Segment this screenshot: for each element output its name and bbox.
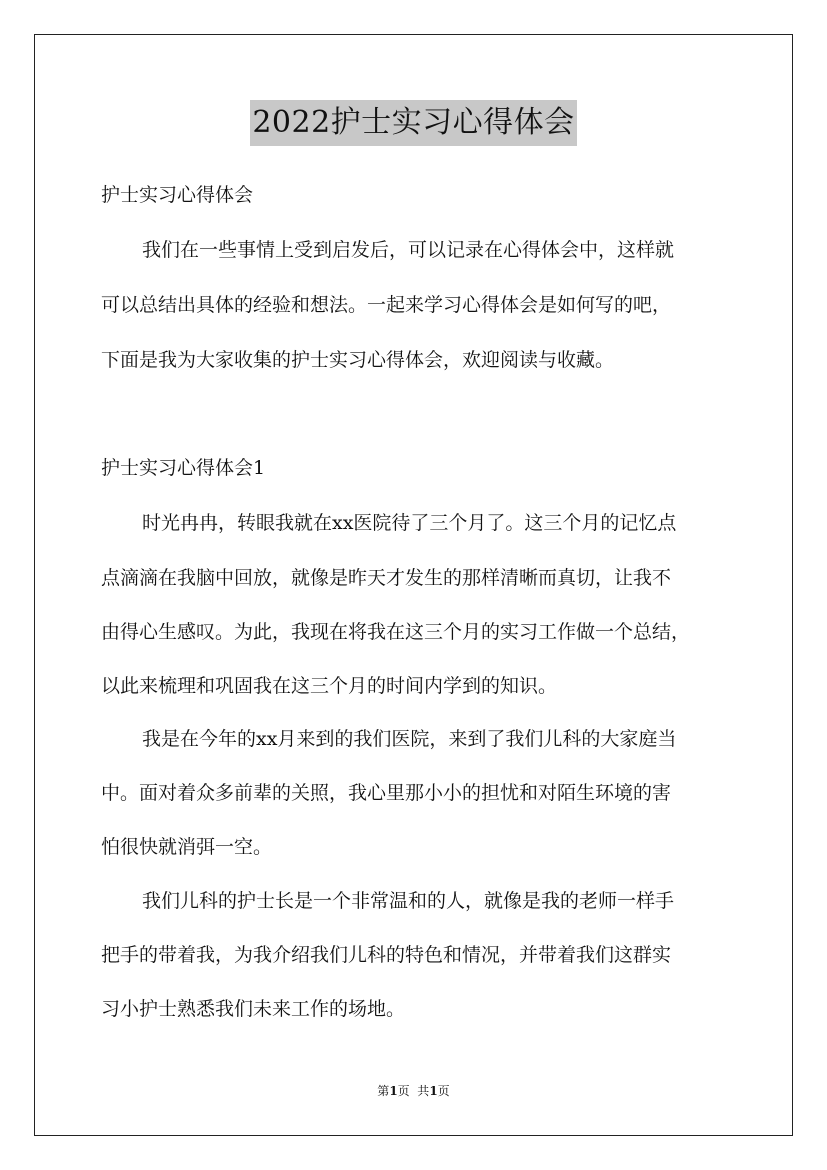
paragraph2-line-1: 我是在今年的xx月来到的我们医院，来到了我们儿科的大家庭当 [142,728,677,750]
footer-page-suffix: 页 [437,1084,450,1098]
paragraph1-line-1: 时光冉冉，转眼我就在xx医院待了三个月了。这三个月的记忆点 [142,512,677,534]
footer-page-total: 1 [429,1084,438,1098]
paragraph2-line-3: 怕很快就消弭一空。 [101,836,273,858]
intro-line-3: 下面是我为大家收集的护士实习心得体会，欢迎阅读与收藏。 [101,349,615,371]
document-subtitle: 护士实习心得体会 [101,184,254,206]
title-container [0,100,827,146]
intro-line-1: 我们在一些事情上受到启发后，可以记录在心得体会中，这样就 [142,239,675,261]
intro-line-2: 可以总结出具体的经验和想法。一起来学习心得体会是如何写的吧， [101,294,672,316]
section-heading: 护士实习心得体会1 [101,457,266,479]
paragraph3-line-1: 我们儿科的护士长是一个非常温和的人，就像是我的老师一样手 [142,890,675,912]
footer-page-prefix: 第 [377,1084,390,1098]
paragraph1-line-3: 由得心生感叹。为此，我现在将我在这三个月的实习工作做一个总结， [101,621,691,643]
page-footer [0,1082,827,1099]
paragraph1-line-4: 以此来梳理和巩固我在这三个月的时间内学到的知识。 [101,675,558,697]
paragraph2-line-2: 中。面对着众多前辈的关照，我心里那小小的担忧和对陌生环境的害 [101,782,672,804]
footer-page-mid: 页 共 [397,1084,430,1098]
paragraph1-line-2: 点滴滴在我脑中回放，就像是昨天才发生的那样清晰而真切，让我不 [101,567,672,589]
document-title: 2022护士实习心得体会 [250,100,576,146]
paragraph3-line-3: 习小护士熟悉我们未来工作的场地。 [101,998,406,1020]
paragraph3-line-2: 把手的带着我，为我介绍我们儿科的特色和情况，并带着我们这群实 [101,944,672,966]
footer-page-number: 1 [389,1084,398,1098]
